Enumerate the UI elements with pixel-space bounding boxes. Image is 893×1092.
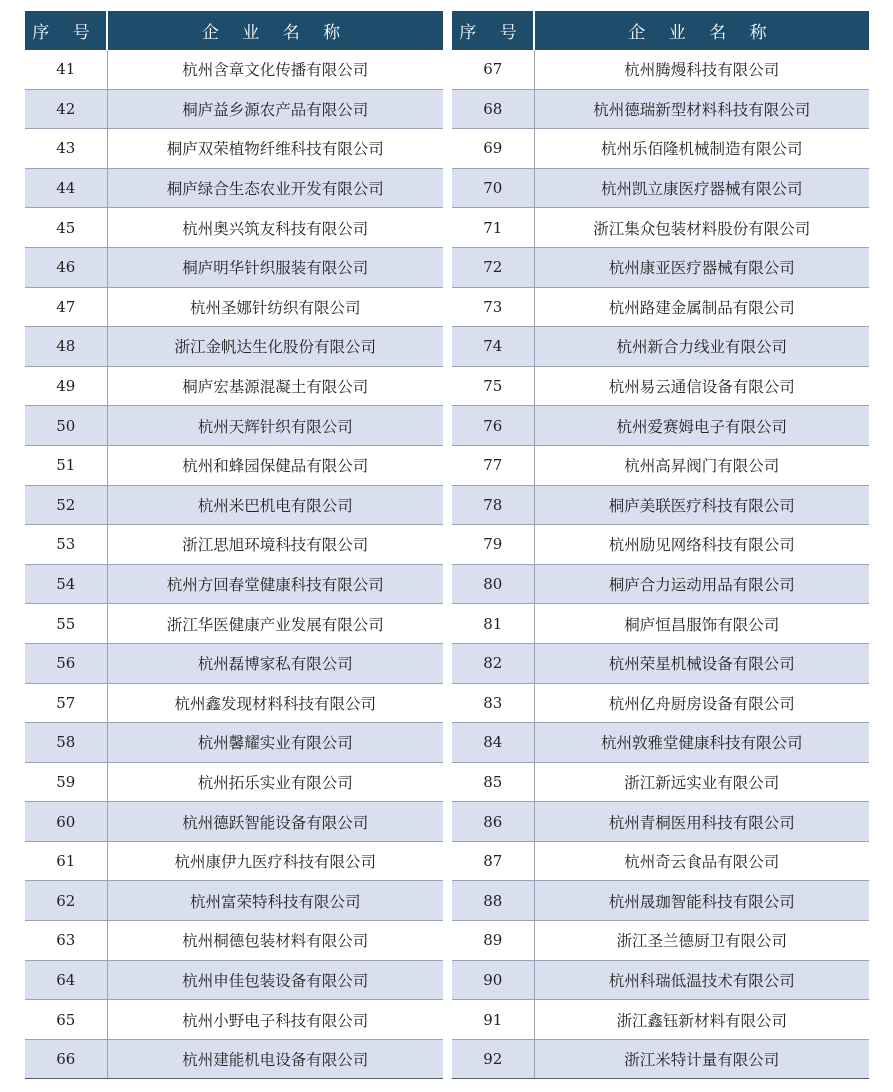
serial-number-cell: 67 [452, 50, 534, 89]
table-row [452, 168, 869, 208]
serial-number-cell: 55 [25, 604, 107, 644]
company-name-cell: 杭州天辉针织有限公司 [107, 406, 443, 446]
table-row [452, 960, 869, 1000]
table-row [452, 564, 869, 604]
company-name-cell: 杭州申佳包装设备有限公司 [107, 960, 443, 1000]
company-name-cell: 杭州荣星机械设备有限公司 [534, 643, 869, 683]
company-name-cell: 杭州爱赛姆电子有限公司 [534, 406, 869, 446]
serial-number-cell: 75 [452, 366, 534, 406]
serial-number-cell: 44 [25, 168, 107, 208]
table-row [25, 366, 443, 406]
table-row [25, 1000, 443, 1040]
table-row [452, 762, 869, 802]
table-row [25, 723, 443, 763]
table-row [25, 50, 443, 89]
table-row [452, 445, 869, 485]
table-row [452, 723, 869, 763]
serial-number-cell: 74 [452, 327, 534, 367]
table-row [452, 921, 869, 961]
serial-number-cell: 65 [25, 1000, 107, 1040]
table-row [452, 604, 869, 644]
company-name-cell: 杭州康亚医疗器械有限公司 [534, 247, 869, 287]
header-serial-number: 序 号 [452, 11, 534, 50]
serial-number-cell: 92 [452, 1039, 534, 1079]
company-name-cell: 杭州桐德包装材料有限公司 [107, 921, 443, 961]
company-name-cell: 杭州德跃智能设备有限公司 [107, 802, 443, 842]
company-name-cell: 浙江鑫钰新材料有限公司 [534, 1000, 869, 1040]
table-row [25, 208, 443, 248]
table-row [452, 129, 869, 169]
company-name-cell: 杭州腾熳科技有限公司 [534, 50, 869, 89]
serial-number-cell: 47 [25, 287, 107, 327]
serial-number-cell: 41 [25, 50, 107, 89]
table-row [452, 643, 869, 683]
company-name-cell: 杭州敦雅堂健康科技有限公司 [534, 723, 869, 763]
table-row [25, 921, 443, 961]
company-name-cell: 杭州康伊九医疗科技有限公司 [107, 841, 443, 881]
table-row [25, 762, 443, 802]
company-table-right [452, 11, 869, 1079]
serial-number-cell: 84 [452, 723, 534, 763]
serial-number-cell: 60 [25, 802, 107, 842]
serial-number-cell: 87 [452, 841, 534, 881]
table-row [25, 960, 443, 1000]
table-row [452, 406, 869, 446]
company-name-cell: 杭州馨耀实业有限公司 [107, 723, 443, 763]
serial-number-cell: 80 [452, 564, 534, 604]
company-name-cell: 浙江集众包装材料股份有限公司 [534, 208, 869, 248]
serial-number-cell: 52 [25, 485, 107, 525]
company-name-cell: 杭州奇云食品有限公司 [534, 841, 869, 881]
serial-number-cell: 43 [25, 129, 107, 169]
table-row [452, 1000, 869, 1040]
table-row [25, 287, 443, 327]
table-row [25, 1039, 443, 1079]
serial-number-cell: 82 [452, 643, 534, 683]
serial-number-cell: 51 [25, 445, 107, 485]
serial-number-cell: 85 [452, 762, 534, 802]
company-name-cell: 杭州路建金属制品有限公司 [534, 287, 869, 327]
table-row [25, 406, 443, 446]
table-row [452, 366, 869, 406]
company-name-cell: 杭州磊博家私有限公司 [107, 643, 443, 683]
company-name-cell: 杭州和蜂园保健品有限公司 [107, 445, 443, 485]
table-row [25, 129, 443, 169]
serial-number-cell: 58 [25, 723, 107, 763]
company-name-cell: 浙江圣兰德厨卫有限公司 [534, 921, 869, 961]
table-row [452, 50, 869, 89]
company-name-cell: 桐庐益乡源农产品有限公司 [107, 89, 443, 129]
serial-number-cell: 69 [452, 129, 534, 169]
table-row [452, 89, 869, 129]
table-row [452, 327, 869, 367]
serial-number-cell: 81 [452, 604, 534, 644]
table-row [452, 287, 869, 327]
table-row [452, 1039, 869, 1079]
serial-number-cell: 42 [25, 89, 107, 129]
table-body-right [452, 50, 869, 1079]
table-row [25, 327, 443, 367]
table-row [25, 168, 443, 208]
header-serial-number: 序 号 [25, 11, 107, 50]
serial-number-cell: 71 [452, 208, 534, 248]
company-name-cell: 浙江思旭环境科技有限公司 [107, 525, 443, 565]
table-row [25, 89, 443, 129]
company-name-cell: 桐庐恒昌服饰有限公司 [534, 604, 869, 644]
company-name-cell: 杭州圣娜针纺织有限公司 [107, 287, 443, 327]
serial-number-cell: 83 [452, 683, 534, 723]
company-name-cell: 杭州拓乐实业有限公司 [107, 762, 443, 802]
company-name-cell: 杭州新合力线业有限公司 [534, 327, 869, 367]
company-name-cell: 杭州励见网络科技有限公司 [534, 525, 869, 565]
table-row [452, 208, 869, 248]
company-name-cell: 杭州凯立康医疗器械有限公司 [534, 168, 869, 208]
serial-number-cell: 90 [452, 960, 534, 1000]
company-name-cell: 杭州德瑞新型材料科技有限公司 [534, 89, 869, 129]
table-header-row [25, 11, 443, 50]
company-name-cell: 桐庐双荣植物纤维科技有限公司 [107, 129, 443, 169]
company-name-cell: 杭州奥兴筑友科技有限公司 [107, 208, 443, 248]
company-name-cell: 桐庐绿合生态农业开发有限公司 [107, 168, 443, 208]
company-name-cell: 桐庐美联医疗科技有限公司 [534, 485, 869, 525]
company-name-cell: 浙江华医健康产业发展有限公司 [107, 604, 443, 644]
header-company-name: 企 业 名 称 [107, 11, 443, 50]
serial-number-cell: 53 [25, 525, 107, 565]
serial-number-cell: 91 [452, 1000, 534, 1040]
serial-number-cell: 57 [25, 683, 107, 723]
company-name-cell: 桐庐宏基源混凝土有限公司 [107, 366, 443, 406]
company-name-cell: 杭州高昇阀门有限公司 [534, 445, 869, 485]
serial-number-cell: 76 [452, 406, 534, 446]
table-row [25, 604, 443, 644]
table-row [25, 841, 443, 881]
table-row [452, 841, 869, 881]
header-company-name: 企 业 名 称 [534, 11, 869, 50]
serial-number-cell: 48 [25, 327, 107, 367]
serial-number-cell: 72 [452, 247, 534, 287]
table-row [452, 802, 869, 842]
table-row [25, 525, 443, 565]
company-name-cell: 杭州晟珈智能科技有限公司 [534, 881, 869, 921]
serial-number-cell: 78 [452, 485, 534, 525]
company-name-cell: 浙江金帆达生化股份有限公司 [107, 327, 443, 367]
table-row [25, 881, 443, 921]
serial-number-cell: 61 [25, 841, 107, 881]
company-name-cell: 桐庐明华针织服装有限公司 [107, 247, 443, 287]
serial-number-cell: 68 [452, 89, 534, 129]
table-row [25, 247, 443, 287]
company-name-cell: 杭州乐佰隆机械制造有限公司 [534, 129, 869, 169]
serial-number-cell: 50 [25, 406, 107, 446]
table-row [25, 445, 443, 485]
company-name-cell: 杭州方回春堂健康科技有限公司 [107, 564, 443, 604]
serial-number-cell: 63 [25, 921, 107, 961]
table-row [25, 683, 443, 723]
company-name-cell: 浙江米特计量有限公司 [534, 1039, 869, 1079]
serial-number-cell: 79 [452, 525, 534, 565]
company-name-cell: 杭州鑫发现材料科技有限公司 [107, 683, 443, 723]
table-row [452, 683, 869, 723]
serial-number-cell: 64 [25, 960, 107, 1000]
serial-number-cell: 54 [25, 564, 107, 604]
serial-number-cell: 56 [25, 643, 107, 683]
company-name-cell: 杭州小野电子科技有限公司 [107, 1000, 443, 1040]
company-name-cell: 浙江新远实业有限公司 [534, 762, 869, 802]
table-header-row [452, 11, 869, 50]
company-name-cell: 杭州富荣特科技有限公司 [107, 881, 443, 921]
serial-number-cell: 59 [25, 762, 107, 802]
serial-number-cell: 89 [452, 921, 534, 961]
table-row [25, 485, 443, 525]
company-name-cell: 桐庐合力运动用品有限公司 [534, 564, 869, 604]
serial-number-cell: 62 [25, 881, 107, 921]
company-name-cell: 杭州含章文化传播有限公司 [107, 50, 443, 89]
serial-number-cell: 86 [452, 802, 534, 842]
serial-number-cell: 70 [452, 168, 534, 208]
serial-number-cell: 49 [25, 366, 107, 406]
table-body-left [25, 50, 443, 1079]
company-name-cell: 杭州易云通信设备有限公司 [534, 366, 869, 406]
company-name-cell: 杭州米巴机电有限公司 [107, 485, 443, 525]
serial-number-cell: 66 [25, 1039, 107, 1079]
table-row [452, 485, 869, 525]
serial-number-cell: 45 [25, 208, 107, 248]
table-row [25, 643, 443, 683]
table-row [452, 247, 869, 287]
company-name-cell: 杭州亿舟厨房设备有限公司 [534, 683, 869, 723]
serial-number-cell: 88 [452, 881, 534, 921]
serial-number-cell: 73 [452, 287, 534, 327]
company-name-cell: 杭州科瑞低温技术有限公司 [534, 960, 869, 1000]
company-name-cell: 杭州建能机电设备有限公司 [107, 1039, 443, 1079]
table-row [452, 881, 869, 921]
company-table-left [25, 11, 443, 1079]
table-row [25, 564, 443, 604]
serial-number-cell: 77 [452, 445, 534, 485]
serial-number-cell: 46 [25, 247, 107, 287]
table-row [452, 525, 869, 565]
table-row [25, 802, 443, 842]
company-name-cell: 杭州青桐医用科技有限公司 [534, 802, 869, 842]
